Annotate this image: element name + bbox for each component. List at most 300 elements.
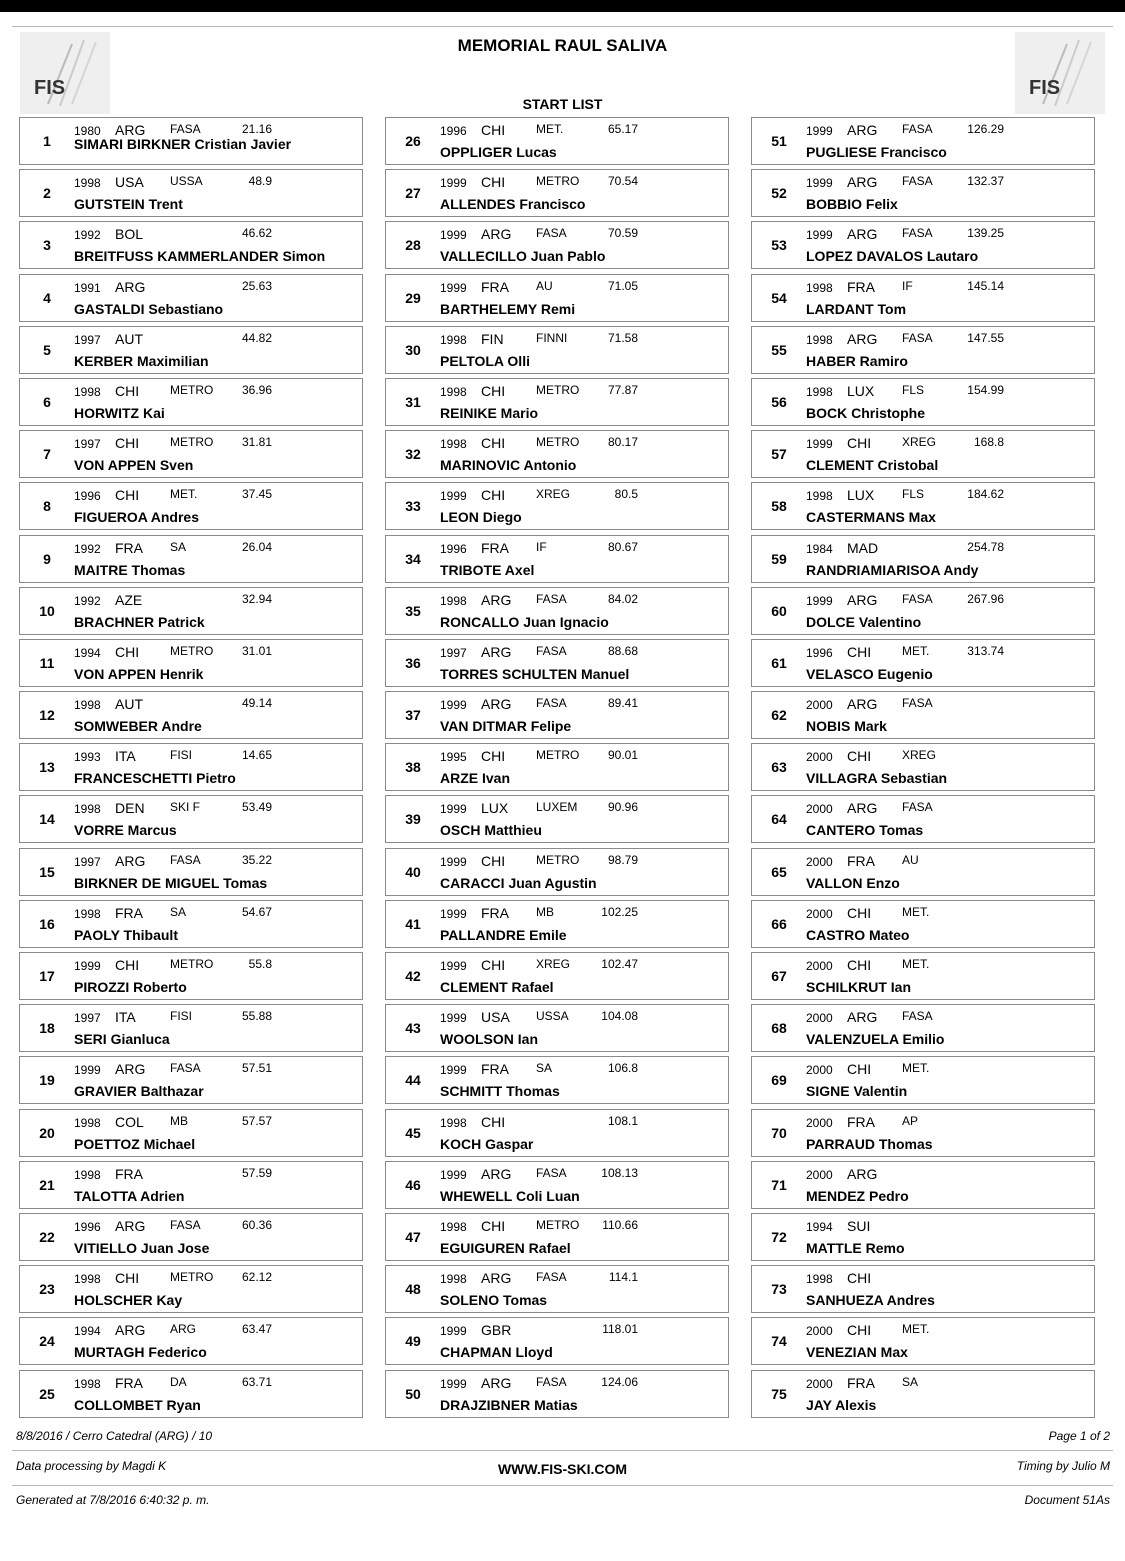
competitor-club: IF <box>902 278 913 293</box>
competitor-club: METRO <box>536 435 580 450</box>
competitor-bib: 75 <box>771 1385 787 1402</box>
competitor-entry <box>751 587 1095 635</box>
competitor-name: VON APPEN Henrik <box>74 665 204 682</box>
competitor-club: METRO <box>536 382 580 397</box>
competitor-birth-year: 1994 <box>74 1324 101 1339</box>
competitor-bib: 12 <box>39 707 55 724</box>
footer-document-id: Document 51As <box>1024 1493 1110 1507</box>
competitor-bib: 23 <box>39 1281 55 1298</box>
competitor-entry <box>751 639 1095 687</box>
competitor-name: PAOLY Thibault <box>74 926 178 943</box>
competitor-nation: ARG <box>847 330 878 347</box>
competitor-entry <box>751 430 1095 478</box>
competitor-birth-year: 1994 <box>74 645 101 660</box>
competitor-points: 90.01 <box>607 748 638 763</box>
competitor-bib: 42 <box>405 968 421 984</box>
competitor-name: POETTOZ Michael <box>74 1135 196 1152</box>
competitor-birth-year: 1999 <box>806 124 833 138</box>
logo-text-left: FIS <box>34 77 66 99</box>
competitor-points: 65.17 <box>607 122 638 136</box>
competitor-club: IF <box>536 539 547 554</box>
competitor-nation: FRA <box>481 904 509 921</box>
competitor-entry <box>751 482 1095 530</box>
competitor-entry <box>385 691 729 739</box>
competitor-entry <box>19 952 363 1000</box>
competitor-points: 44.82 <box>241 330 272 345</box>
competitor-nation: CHI <box>481 852 506 869</box>
competitor-bib: 14 <box>39 811 55 828</box>
competitor-points: 57.59 <box>241 1165 272 1180</box>
competitor-birth-year: 1999 <box>440 1376 467 1391</box>
competitor-bib: 7 <box>43 446 51 463</box>
competitor-entry <box>751 274 1095 322</box>
competitor-entry <box>385 378 729 426</box>
competitor-birth-year: 1998 <box>74 1167 101 1182</box>
competitor-nation: FRA <box>847 1374 875 1391</box>
competitor-nation: LUX <box>847 382 875 399</box>
competitor-points: 90.96 <box>607 800 638 815</box>
competitor-name: BIRKNER DE MIGUEL Tomas <box>74 874 268 891</box>
competitor-birth-year: 1998 <box>440 332 467 347</box>
competitor-nation: CHI <box>847 643 872 660</box>
competitor-birth-year: 1996 <box>440 541 467 556</box>
competitor-bib: 63 <box>771 759 787 776</box>
competitor-nation: FRA <box>115 1165 143 1182</box>
competitor-name: OSCH Matthieu <box>440 822 542 839</box>
competitor-nation: BOL <box>115 226 144 243</box>
competitor-club: FASA <box>536 1270 567 1285</box>
competitor-points: 118.01 <box>602 1322 638 1337</box>
competitor-nation: CHI <box>481 382 506 399</box>
competitor-entry <box>19 326 363 374</box>
competitor-nation: CHI <box>115 487 140 504</box>
competitor-points: 21.16 <box>241 122 272 136</box>
competitor-nation: CHI <box>847 748 872 765</box>
competitor-entry <box>19 1317 363 1365</box>
competitor-nation: CHI <box>847 1322 872 1339</box>
competitor-name: OPPLIGER Lucas <box>440 144 557 160</box>
competitor-entry <box>751 1265 1095 1313</box>
competitor-birth-year: 1999 <box>440 280 467 295</box>
competitor-entry <box>385 221 729 269</box>
competitor-bib: 8 <box>43 498 51 515</box>
competitor-entry <box>19 743 363 791</box>
competitor-points: 168.8 <box>973 435 1004 450</box>
competitor-points: 147.55 <box>967 330 1004 345</box>
competitor-bib: 9 <box>43 550 51 567</box>
competitor-points: 102.25 <box>601 904 638 919</box>
competitor-entry <box>751 1161 1095 1209</box>
competitor-club: METRO <box>170 643 214 658</box>
competitor-name: PIROZZI Roberto <box>74 979 187 995</box>
competitor-club: METRO <box>536 1217 580 1232</box>
competitor-nation: FRA <box>847 852 875 869</box>
competitor-nation: FRA <box>115 904 143 921</box>
competitor-nation: FRA <box>115 539 143 556</box>
competitor-bib: 64 <box>771 811 787 828</box>
competitor-name: MARINOVIC Antonio <box>440 457 577 474</box>
competitor-name: HOLSCHER Kay <box>74 1292 183 1309</box>
competitor-nation: AUT <box>115 696 143 713</box>
start-list-column-2 <box>385 117 729 1422</box>
footer-rule-1 <box>12 1450 1113 1451</box>
competitor-nation: FIN <box>481 330 504 347</box>
competitor-name: VAN DITMAR Felipe <box>440 718 572 735</box>
competitor-bib: 11 <box>39 654 55 671</box>
competitor-birth-year: 2000 <box>806 854 833 869</box>
competitor-bib: 65 <box>771 863 787 880</box>
competitor-nation: CHI <box>847 1061 872 1078</box>
competitor-birth-year: 2000 <box>806 1324 833 1339</box>
competitor-entry <box>19 221 363 269</box>
header-rule <box>12 26 1113 27</box>
competitor-points: 80.17 <box>607 435 638 450</box>
competitor-bib: 56 <box>771 393 787 410</box>
competitor-birth-year: 2000 <box>806 698 833 713</box>
competitor-name: SERI Gianluca <box>74 1031 170 1048</box>
competitor-bib: 19 <box>39 1072 55 1089</box>
competitor-club: DA <box>170 1374 187 1389</box>
competitor-nation: ARG <box>847 174 878 191</box>
competitor-bib: 54 <box>771 289 787 306</box>
competitor-entry <box>751 1317 1095 1365</box>
competitor-nation: ARG <box>481 696 512 713</box>
competitor-points: 104.08 <box>601 1009 638 1024</box>
footer-generated: Generated at 7/8/2016 6:40:32 p. m. <box>16 1493 210 1507</box>
competitor-club: FASA <box>902 174 933 189</box>
competitor-name: TORRES SCHULTEN Manuel <box>440 665 630 682</box>
competitor-club: FASA <box>536 226 567 241</box>
competitor-birth-year: 1999 <box>440 854 467 869</box>
competitor-bib: 39 <box>405 811 421 828</box>
competitor-entry <box>385 848 729 896</box>
competitor-points: 80.5 <box>614 487 638 502</box>
competitor-points: 32.94 <box>241 591 272 606</box>
competitor-bib: 37 <box>405 707 421 724</box>
competitor-entry <box>385 1370 729 1418</box>
competitor-bib: 47 <box>405 1228 421 1245</box>
competitor-entry <box>385 1265 729 1313</box>
competitor-entry <box>19 378 363 426</box>
competitor-club: FASA <box>902 330 933 345</box>
competitor-birth-year: 1999 <box>806 593 833 608</box>
competitor-birth-year: 1998 <box>806 489 833 504</box>
competitor-nation: ARG <box>847 226 878 243</box>
competitor-birth-year: 1999 <box>440 1063 467 1078</box>
competitor-name: BREITFUSS KAMMERLANDER Simon <box>74 248 326 265</box>
competitor-name: BARTHELEMY Remi <box>440 300 576 317</box>
page-subtitle: START LIST <box>522 96 603 112</box>
competitor-name: PARRAUD Thomas <box>806 1135 933 1152</box>
competitor-club: AP <box>902 1113 919 1128</box>
start-list-column-3 <box>751 117 1095 1422</box>
competitor-nation: CHI <box>481 174 506 191</box>
competitor-bib: 51 <box>771 133 787 149</box>
competitor-club: METRO <box>536 174 580 189</box>
competitor-birth-year: 1998 <box>440 1115 467 1130</box>
competitor-club: FASA <box>536 1374 567 1389</box>
competitor-club: MB <box>170 1113 188 1128</box>
footer-timing: Timing by Julio M <box>1016 1459 1110 1473</box>
competitor-entry <box>385 1161 729 1209</box>
competitor-bib: 4 <box>43 289 51 306</box>
competitor-bib: 73 <box>771 1281 787 1298</box>
competitor-club: FASA <box>536 643 567 658</box>
competitor-birth-year: 1998 <box>74 802 101 817</box>
competitor-name: SCHILKRUT Ian <box>806 979 911 995</box>
competitor-points: 102.47 <box>601 957 638 971</box>
competitor-bib: 67 <box>771 968 787 984</box>
competitor-nation: CHI <box>115 382 140 399</box>
competitor-name: RANDRIAMIARISOA Andy <box>806 561 979 578</box>
competitor-club: METRO <box>170 957 214 971</box>
competitor-bib: 15 <box>39 863 55 880</box>
competitor-name: GASTALDI Sebastiano <box>74 300 224 317</box>
competitor-birth-year: 2000 <box>806 1167 833 1182</box>
competitor-name: VALLECILLO Juan Pablo <box>440 248 606 265</box>
competitor-club: FASA <box>902 226 933 241</box>
competitor-bib: 24 <box>39 1333 55 1350</box>
competitor-club: SA <box>170 904 187 919</box>
competitor-birth-year: 1999 <box>440 489 467 504</box>
competitor-bib: 40 <box>405 863 421 880</box>
competitor-club: XREG <box>902 435 937 450</box>
competitor-entry <box>385 1056 729 1104</box>
competitor-nation: AZE <box>115 591 143 608</box>
competitor-points: 54.67 <box>241 904 272 919</box>
competitor-bib: 2 <box>43 185 51 202</box>
competitor-points: 31.01 <box>241 643 272 658</box>
competitor-entry <box>385 795 729 843</box>
competitor-entry <box>19 535 363 583</box>
competitor-entry <box>19 795 363 843</box>
start-list-column-1 <box>19 117 363 1422</box>
competitor-club: XREG <box>536 957 571 971</box>
competitor-birth-year: 1999 <box>440 228 467 243</box>
competitor-birth-year: 1999 <box>806 437 833 452</box>
competitor-bib: 29 <box>405 289 421 306</box>
competitor-entry <box>19 1161 363 1209</box>
competitor-club: METRO <box>536 748 580 763</box>
competitor-name: SCHMITT Thomas <box>440 1083 560 1100</box>
competitor-bib: 27 <box>405 185 421 202</box>
competitor-name: LOPEZ DAVALOS Lautaro <box>806 248 979 265</box>
competitor-birth-year: 1998 <box>74 1272 101 1287</box>
competitor-birth-year: 1991 <box>74 280 101 295</box>
competitor-name: HABER Ramiro <box>806 352 908 369</box>
competitor-club: SA <box>536 1061 553 1076</box>
competitor-birth-year: 2000 <box>806 1376 833 1391</box>
competitor-nation: ARG <box>481 1374 512 1391</box>
competitor-birth-year: 1999 <box>440 1167 467 1182</box>
competitor-club: FASA <box>902 800 933 815</box>
competitor-points: 184.62 <box>967 487 1004 502</box>
competitor-bib: 41 <box>405 915 421 932</box>
competitor-club: FASA <box>536 591 567 606</box>
competitor-bib: 74 <box>771 1333 787 1350</box>
competitor-name: CLEMENT Cristobal <box>806 457 939 474</box>
competitor-name: KERBER Maximilian <box>74 352 209 369</box>
footer-rule-2 <box>12 1485 1113 1486</box>
competitor-name: VITIELLO Juan Jose <box>74 1239 210 1256</box>
competitor-name: ARZE Ivan <box>440 770 511 787</box>
competitor-entry <box>751 326 1095 374</box>
competitor-birth-year: 1992 <box>74 593 101 608</box>
competitor-club: MET. <box>902 1322 930 1337</box>
competitor-nation: CHI <box>481 435 506 452</box>
competitor-name: WOOLSON Ian <box>440 1031 538 1048</box>
competitor-entry <box>385 535 729 583</box>
competitor-points: 108.13 <box>601 1165 638 1180</box>
competitor-nation: CHI <box>481 1113 506 1130</box>
competitor-nation: CHI <box>481 122 506 138</box>
competitor-bib: 46 <box>405 1176 421 1193</box>
competitor-nation: ARG <box>481 643 512 660</box>
competitor-birth-year: 1998 <box>440 384 467 399</box>
competitor-bib: 66 <box>771 915 787 932</box>
competitor-nation: CHI <box>115 957 140 973</box>
competitor-points: 89.41 <box>607 696 638 711</box>
competitor-entry <box>751 1370 1095 1418</box>
competitor-birth-year: 1998 <box>74 698 101 713</box>
competitor-club: MB <box>536 904 554 919</box>
competitor-nation: CHI <box>847 957 872 973</box>
competitor-nation: ARG <box>481 226 512 243</box>
competitor-name: LEON Diego <box>440 509 522 526</box>
competitor-nation: SUI <box>847 1217 871 1234</box>
competitor-bib: 44 <box>405 1072 421 1089</box>
competitor-nation: FRA <box>115 1374 143 1391</box>
competitor-birth-year: 2000 <box>806 1115 833 1130</box>
competitor-name: SANHUEZA Andres <box>806 1292 935 1309</box>
competitor-bib: 68 <box>771 1020 787 1037</box>
competitor-club: ARG <box>170 1322 197 1337</box>
competitor-nation: CHI <box>847 435 872 452</box>
competitor-birth-year: 1999 <box>440 1011 467 1026</box>
competitor-birth-year: 1999 <box>440 176 467 191</box>
competitor-nation: CHI <box>481 957 506 973</box>
competitor-birth-year: 1998 <box>440 593 467 608</box>
competitor-birth-year: 1999 <box>440 802 467 817</box>
competitor-bib: 31 <box>405 393 421 410</box>
competitor-name: FRANCESCHETTI Pietro <box>74 770 236 787</box>
competitor-name: MATTLE Remo <box>806 1239 905 1256</box>
competitor-name: TALOTTA Adrien <box>74 1187 185 1204</box>
competitor-points: 63.71 <box>241 1374 272 1389</box>
competitor-points: 55.8 <box>248 957 272 971</box>
competitor-club: FASA <box>536 696 567 711</box>
competitor-entry <box>19 691 363 739</box>
competitor-nation: CHI <box>115 643 140 660</box>
competitor-entry <box>19 1213 363 1261</box>
competitor-name: SIMARI BIRKNER Cristian Javier <box>74 136 292 152</box>
competitor-club: SA <box>170 539 187 554</box>
competitor-bib: 33 <box>405 498 421 515</box>
competitor-entry <box>19 900 363 948</box>
competitor-entry <box>385 900 729 948</box>
competitor-birth-year: 1998 <box>806 384 833 399</box>
competitor-name: EGUIGUREN Rafael <box>440 1239 571 1256</box>
logo-text-right: FIS <box>1029 77 1061 99</box>
competitor-birth-year: 1999 <box>440 959 467 973</box>
competitor-nation: ITA <box>115 748 136 765</box>
competitor-points: 132.37 <box>967 174 1004 189</box>
competitor-bib: 62 <box>771 707 787 724</box>
competitor-club: FASA <box>902 591 933 606</box>
competitor-entry <box>385 169 729 217</box>
competitor-name: PUGLIESE Francisco <box>806 144 947 160</box>
competitor-points: 49.14 <box>241 696 272 711</box>
competitor-name: GUTSTEIN Trent <box>74 196 183 213</box>
competitor-birth-year: 2000 <box>806 1011 833 1026</box>
competitor-club: MET. <box>902 1061 930 1076</box>
competitor-name: ALLENDES Francisco <box>440 196 586 213</box>
competitor-birth-year: 1992 <box>74 541 101 556</box>
competitor-name: VON APPEN Sven <box>74 457 194 474</box>
competitor-club: MET. <box>170 487 198 502</box>
competitor-nation: ARG <box>847 122 878 138</box>
competitor-club: FLS <box>902 382 925 397</box>
competitor-birth-year: 1984 <box>806 541 833 556</box>
competitor-bib: 1 <box>43 133 51 149</box>
competitor-club: FASA <box>536 1165 567 1180</box>
competitor-name: VALENZUELA Emilio <box>806 1031 945 1048</box>
competitor-entry <box>385 1317 729 1365</box>
competitor-entry <box>19 639 363 687</box>
competitor-birth-year: 1999 <box>440 906 467 921</box>
competitor-nation: LUX <box>481 800 509 817</box>
competitor-nation: ARG <box>481 591 512 608</box>
competitor-entry <box>19 848 363 896</box>
competitor-birth-year: 1997 <box>74 332 101 347</box>
competitor-club: XREG <box>902 748 937 763</box>
competitor-club: METRO <box>170 1270 214 1285</box>
competitor-club: FASA <box>170 122 201 136</box>
competitor-nation: GBR <box>481 1322 512 1339</box>
competitor-points: 124.06 <box>601 1374 638 1389</box>
competitor-name: COLLOMBET Ryan <box>74 1396 201 1413</box>
competitor-birth-year: 1996 <box>74 1219 101 1234</box>
competitor-entry <box>385 326 729 374</box>
competitor-points: 60.36 <box>241 1217 272 1232</box>
competitor-points: 80.67 <box>607 539 638 554</box>
competitor-club: FISI <box>170 1009 193 1024</box>
competitor-name: JAY Alexis <box>806 1396 877 1413</box>
competitor-birth-year: 2000 <box>806 906 833 921</box>
competitor-bib: 25 <box>39 1385 55 1402</box>
competitor-birth-year: 1998 <box>74 384 101 399</box>
competitor-bib: 35 <box>405 602 421 619</box>
competitor-entry <box>751 535 1095 583</box>
competitor-nation: ARG <box>115 122 146 138</box>
competitor-club: XREG <box>536 487 571 502</box>
competitor-nation: FRA <box>481 278 509 295</box>
competitor-points: 88.68 <box>607 643 638 658</box>
competitor-entry <box>19 587 363 635</box>
competitor-points: 70.54 <box>607 174 638 189</box>
competitor-points: 98.79 <box>607 852 638 867</box>
competitor-nation: ARG <box>115 852 146 869</box>
competitor-birth-year: 2000 <box>806 1063 833 1078</box>
competitor-club: FINNI <box>536 330 568 345</box>
competitor-birth-year: 1998 <box>806 332 833 347</box>
competitor-birth-year: 1998 <box>74 176 101 191</box>
competitor-bib: 52 <box>771 185 787 202</box>
competitor-name: CARACCI Juan Agustin <box>440 874 597 891</box>
competitor-birth-year: 1997 <box>74 854 101 869</box>
competitor-points: 62.12 <box>241 1270 272 1285</box>
competitor-name: FIGUEROA Andres <box>74 509 199 526</box>
